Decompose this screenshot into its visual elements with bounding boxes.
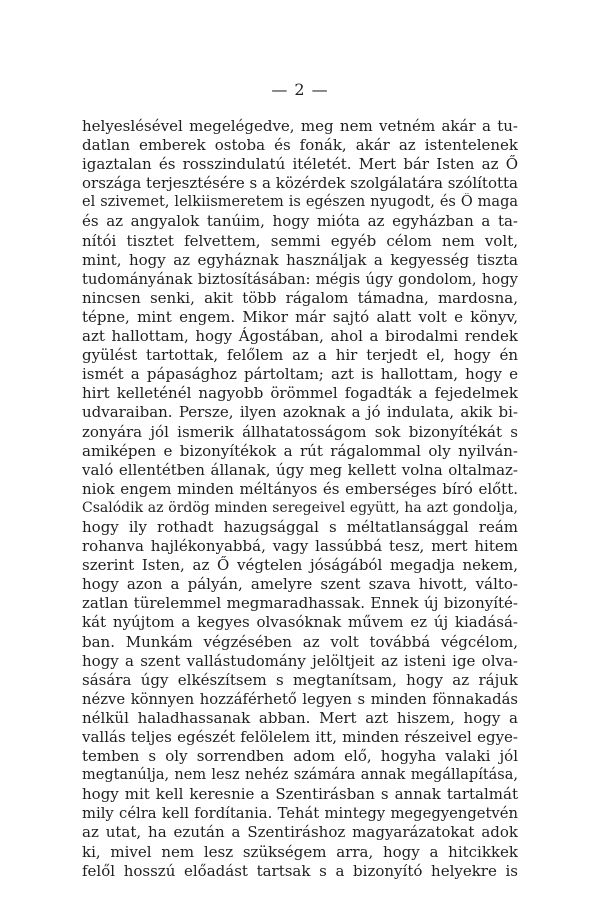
- text-line: helyeslésével megelégedve, meg nem vetném akár a tu-: [82, 117, 518, 135]
- text-line: niok engem minden méltányos és emberséges bíró előtt.: [82, 479, 518, 498]
- text-line: zonyára jól ismerik állhatatosságom sok bizonyítékát s: [82, 422, 518, 441]
- page-number: — 2 —: [271, 80, 329, 99]
- text-line: mily célra kell fordítania. Tehát mintegy megegyengetvén: [82, 805, 518, 823]
- text-line: nézve könnyen hozzáférhető legyen s minden fönnakadás: [82, 690, 518, 708]
- text-line: igaztalan és rosszindulatú itéletét. Mert bár Isten az Ő: [82, 155, 518, 174]
- text-line: hirt kelleténél nagyobb örömmel fogadták a fejedelmek: [82, 384, 518, 403]
- text-line: el szivemet, lelkiismeretem is egészen nyugodt, és Ő maga: [82, 194, 518, 211]
- text-line: ismét a pápasághoz pártoltam; azt is hallottam, hogy e: [82, 365, 518, 384]
- body-text: [82, 117, 518, 881]
- text-line: való ellentétben állanak, úgy meg kellett volna oltalmaz-: [82, 460, 518, 479]
- text-line: sására úgy elkészítsem s megtanítsam, hogy az rájuk: [82, 670, 518, 689]
- text-line: kát nyújtom a kegyes olvasóknak művem ez új kiadásá-: [82, 613, 518, 632]
- text-line: zatlan türelemmel megmaradhassak. Ennek új bizonyíté-: [82, 594, 518, 613]
- text-line: temben s oly sorrendben adom elő, hogyha valaki jól: [82, 747, 518, 766]
- text-line: hogy mit kell keresnie a Szentirásban s annak tartalmát: [82, 785, 518, 804]
- text-line: hogy ily rothadt hazugsággal s méltatlansággal reám: [82, 517, 518, 536]
- text-line: vallás teljes egészét felölelem itt, minden részeivel egye-: [82, 728, 518, 746]
- text-line: azt hallottam, hogy Ágostában, ahol a birodalmi rendek: [82, 327, 518, 346]
- text-line: megtanúlja, nem lesz nehéz számára annak megállapítása,: [82, 767, 518, 784]
- text-line: és az angyalok tanúim, hogy mióta az egyházban a ta-: [82, 212, 518, 231]
- text-line: Csalódik az ördög minden seregeivel együtt, ha azt gondolja,: [82, 499, 518, 516]
- text-line: gyülést tartottak, felőlem az a hir terjedt el, hogy én: [82, 346, 518, 365]
- text-line: tudományának biztosításában: mégis úgy gondolom, hogy: [82, 270, 518, 288]
- text-line: nítói tisztet felvettem, semmi egyéb célom nem volt,: [82, 231, 518, 250]
- text-line: rohanva hajlékonyabbá, vagy lassúbbá tesz, mert hitem: [82, 537, 518, 556]
- text-line: nincsen senki, akit több rágalom támadna, mardosna,: [82, 288, 518, 307]
- text-line: nélkül haladhassanak abban. Mert azt hiszem, hogy a: [82, 708, 518, 727]
- text-line: felől hosszú előadást tartsak s a bizonyító helyekre is: [82, 861, 518, 880]
- text-line: ban. Munkám végzésében az volt továbbá végcélom,: [82, 632, 518, 651]
- text-line: datlan emberek ostoba és fonák, akár az istentelenek: [82, 136, 518, 155]
- text-line: amiképen e bizonyítékok a rút rágalommal oly nyilván-: [82, 441, 518, 460]
- text-line: mint, hogy az egyháznak használjak a kegyesség tiszta: [82, 250, 518, 269]
- text-line: országa terjesztésére s a közérdek szolgálatára szólította: [82, 174, 518, 193]
- text-line: az utat, ha ezután a Szentiráshoz magyarázatokat adok: [82, 823, 518, 842]
- text-line: tépne, mint engem. Mikor már sajtó alatt volt e könyv,: [82, 307, 518, 326]
- text-line: szerint Isten, az Ő végtelen jóságából megadja nekem,: [82, 556, 518, 575]
- text-line: hogy a szent vallástudomány jelöltjeit az isteni ige olva-: [82, 651, 518, 670]
- text-line: udvaraiban. Persze, ilyen azoknak a jó indulata, akik bi-: [82, 403, 518, 422]
- text-line: hogy azon a pályán, amelyre szent szava hivott, válto-: [82, 575, 518, 594]
- text-line: ki, mivel nem lesz szükségem arra, hogy a hitcikkek: [82, 842, 518, 861]
